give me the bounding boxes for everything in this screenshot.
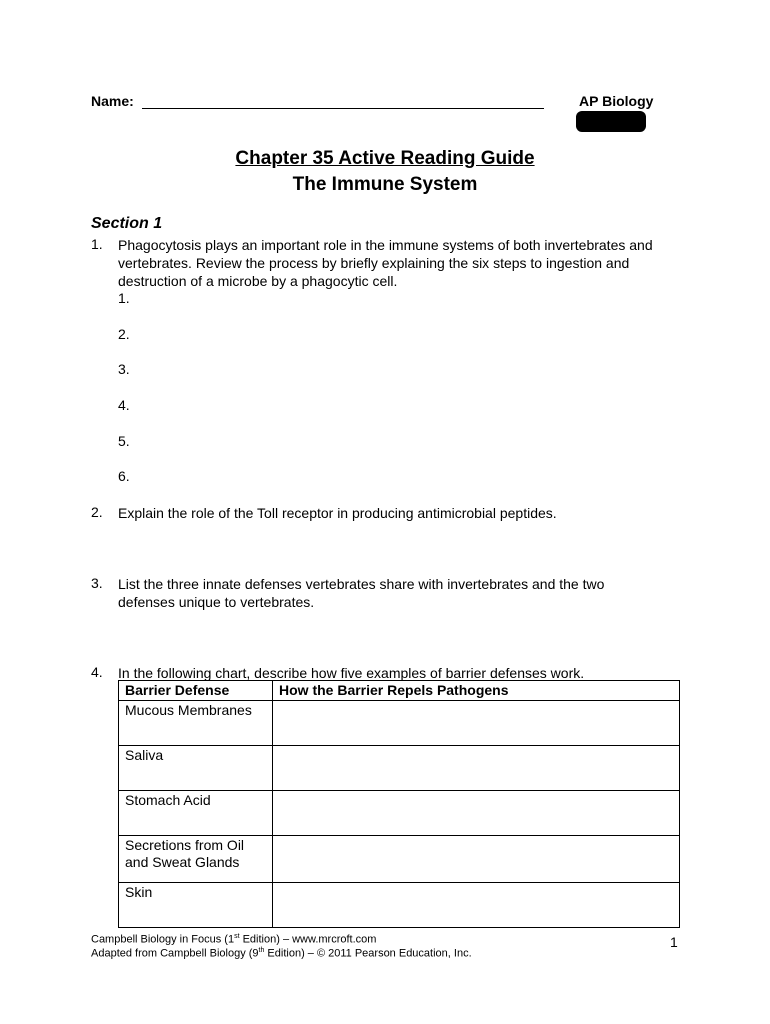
footer-line-2: [91, 947, 472, 960]
course-label: AP Biology: [579, 93, 654, 109]
table-row: [119, 836, 680, 883]
section-heading: Section 1: [91, 215, 163, 232]
redaction-box: [576, 111, 646, 132]
title-line1: Chapter 35 Active Reading Guide: [235, 148, 535, 169]
barrier-name-cell: Stomach Acid: [119, 791, 273, 836]
q4-number: 4.: [91, 664, 103, 680]
table-header-row: [119, 681, 680, 701]
table-header-barrier: Barrier Defense: [119, 681, 273, 701]
q1-text: Phagocytosis plays an important role in the immune systems of both invertebrates and vertebrates. Review the process by briefly explaining the six steps to ingestion and destruction of a microbe by a phagocytic cell.: [118, 237, 653, 289]
page-subtitle: The Immune System: [292, 174, 478, 195]
q1-step: 1.: [118, 290, 130, 306]
footer-line-1-sup: st: [234, 933, 240, 940]
barrier-name-cell: Mucous Membranes: [119, 701, 273, 746]
q1-number: 1.: [91, 236, 103, 252]
footer-line-1-text-end: Edition) – www.mrcroft.com: [239, 933, 377, 946]
name-blank-line[interactable]: [142, 108, 544, 109]
q2-text: Explain the role of the Toll receptor in producing antimicrobial peptides.: [118, 505, 557, 521]
footer-line-2-text-end: Edition) – © 2011 Pearson Education, Inc.: [264, 947, 472, 960]
q1-step: 4.: [118, 397, 130, 413]
table-header-how: How the Barrier Repels Pathogens: [273, 681, 680, 701]
footer-line-2-sup: th: [258, 947, 265, 954]
answer-cell[interactable]: [273, 836, 680, 883]
q1-step: 3.: [118, 361, 130, 377]
q3-text: List the three innate defenses vertebrates share with invertebrates and the two defenses unique to vertebrates.: [118, 576, 605, 610]
table-row: [119, 883, 680, 928]
answer-cell[interactable]: [273, 701, 680, 746]
q1-step: 5.: [118, 433, 130, 449]
table-row: [119, 746, 680, 791]
q4-text: In the following chart, describe how five examples of barrier defenses work.: [118, 665, 585, 681]
answer-cell[interactable]: [273, 791, 680, 836]
table-row: [119, 701, 680, 746]
barrier-name-cell: Secretions from Oil and Sweat Glands: [119, 836, 273, 883]
table-row: [119, 791, 680, 836]
barrier-name-cell: Saliva: [119, 746, 273, 791]
footer-line-2-text: Adapted from Campbell Biology (9: [91, 947, 259, 960]
footer-line-1-text: Campbell Biology in Focus (1: [91, 933, 235, 946]
answer-cell[interactable]: [273, 746, 680, 791]
answer-cell[interactable]: [273, 883, 680, 928]
q1-step: 2.: [118, 326, 130, 342]
barrier-defense-table: [118, 680, 680, 928]
barrier-name-cell: Skin: [119, 883, 273, 928]
q3-number: 3.: [91, 575, 103, 591]
footer-line-1: [91, 933, 376, 946]
name-label: Name:: [91, 93, 134, 109]
page-number: 1: [670, 934, 678, 950]
q2-number: 2.: [91, 504, 103, 520]
page-title: [0, 148, 770, 170]
q1-step: 6.: [118, 468, 130, 484]
